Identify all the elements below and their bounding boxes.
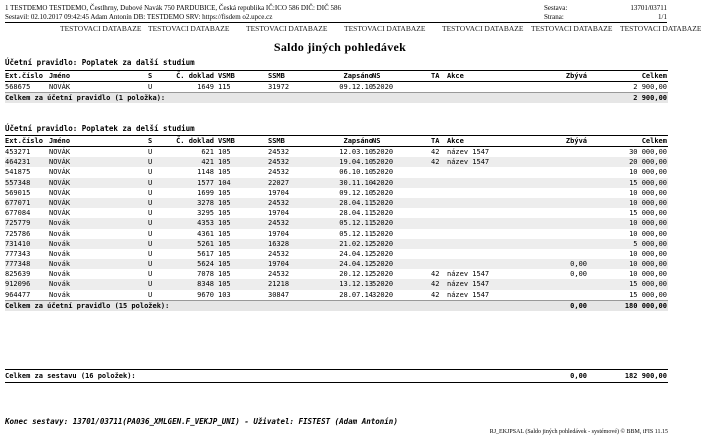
section-total-amount: 2 900,00 xyxy=(633,94,667,103)
compiled-info: Sestavil: 02.10.2017 09:42:45 Adam Antonín DB: TESTDEMO SRV: https://fisdem o2.upce.cz xyxy=(5,13,273,21)
cell-ext: 777343 xyxy=(5,249,31,258)
section-total-label: Celkem za účetní pravidlo (15 položek): xyxy=(5,301,170,310)
report-title: Saldo jiných pohledávek xyxy=(273,40,407,54)
column-header-ext: Ext.číslo xyxy=(5,137,43,145)
column-header-vsmb: VSMB xyxy=(218,72,235,80)
table-row xyxy=(5,147,668,157)
column-header-ta: TA xyxy=(431,72,440,80)
column-header-zb: Zbývá xyxy=(565,137,587,145)
cell-ssmb: 19704 xyxy=(268,188,290,197)
table-row xyxy=(5,167,668,177)
column-header-dok: Č. doklad xyxy=(176,72,214,80)
cell-dok: 1699 xyxy=(197,188,214,197)
watermark-text: TESTOVACI DATABAZE xyxy=(442,24,524,33)
cell-dok: 1148 xyxy=(197,168,214,177)
column-header-ssmb: SSMB xyxy=(268,137,285,145)
cell-ext: 677071 xyxy=(5,198,31,207)
cell-ssmb: 19704 xyxy=(268,209,290,218)
cell-cel: 15 000,00 xyxy=(629,280,667,289)
cell-zap: 30.11.10 xyxy=(339,178,373,187)
table-header-row xyxy=(5,135,668,147)
cell-ta: 42 xyxy=(431,290,440,299)
table-row xyxy=(5,198,668,208)
cell-zb: 0,00 xyxy=(570,260,587,269)
cell-cel: 15 000,00 xyxy=(629,290,667,299)
cell-dok: 5261 xyxy=(197,239,214,248)
cell-dok: 5624 xyxy=(197,260,214,269)
cell-ext: 568675 xyxy=(5,83,31,91)
header-divider xyxy=(5,22,667,23)
cell-s: U xyxy=(148,290,153,299)
watermark-text: TESTOVACI DATABAZE xyxy=(344,24,426,33)
cell-vsmb: 105 xyxy=(218,168,231,177)
grand-total-amount: 182 900,00 xyxy=(624,372,667,380)
cell-ns: 52020 xyxy=(372,209,394,218)
cell-ext: 725779 xyxy=(5,219,31,228)
cell-zap: 24.04.12 xyxy=(339,249,373,258)
section-total-label: Celkem za účetní pravidlo (1 položka): xyxy=(5,94,166,103)
cell-ssmb: 21218 xyxy=(268,280,290,289)
company-info: 1 TESTDEMO TESTDEMO, Čestlhrny, Dubové Navák 750 PARDUBICE, Česká republika IČ:ICO 586 DIČ: DIČ 586 xyxy=(5,4,341,12)
cell-akce: název 1547 xyxy=(447,270,490,279)
report-id-label: Sestava: xyxy=(544,4,568,12)
cell-s: U xyxy=(148,249,153,258)
cell-cel: 10 000,00 xyxy=(629,219,667,228)
cell-ext: 731410 xyxy=(5,239,31,248)
cell-name: NOVÁK xyxy=(49,148,71,156)
cell-ta: 42 xyxy=(431,270,440,279)
cell-cel: 10 000,00 xyxy=(629,198,667,207)
cell-s: U xyxy=(148,198,153,207)
cell-ssmb: 16328 xyxy=(268,239,290,248)
cell-zap: 19.04.10 xyxy=(339,158,373,167)
cell-akce: název 1547 xyxy=(447,280,490,289)
watermark-text: TESTOVACI DATABAZE xyxy=(246,24,328,33)
cell-ns: 52020 xyxy=(372,158,394,167)
cell-ns: 52020 xyxy=(372,188,394,197)
cell-name: Novák xyxy=(49,290,71,299)
cell-name: Novák xyxy=(49,239,71,248)
section-total-remaining: 0,00 xyxy=(570,301,587,310)
table-row xyxy=(5,157,668,167)
section-total-amount: 180 000,00 xyxy=(624,301,667,310)
cell-dok: 5617 xyxy=(197,249,214,258)
cell-name: NOVÁK xyxy=(49,178,71,187)
cell-cel: 10 000,00 xyxy=(629,188,667,197)
cell-vsmb: 105 xyxy=(218,198,231,207)
cell-dok: 9670 xyxy=(197,290,214,299)
table-row xyxy=(5,82,668,92)
cell-s: U xyxy=(148,188,153,197)
column-header-ns: NS xyxy=(372,137,381,145)
cell-vsmb: 105 xyxy=(218,270,231,279)
cell-s: U xyxy=(148,83,153,91)
cell-ext: 557348 xyxy=(5,178,31,187)
column-header-cel: Celkem xyxy=(641,72,667,80)
cell-zap: 20.12.12 xyxy=(339,270,373,279)
cell-ext: 725786 xyxy=(5,229,31,238)
column-header-zap: Zapsáno xyxy=(343,137,373,145)
cell-ns: 52020 xyxy=(372,229,394,238)
section1-label: Účetní pravidlo: Poplatek za další studium xyxy=(5,58,195,67)
cell-ssmb: 24532 xyxy=(268,219,290,228)
cell-dok: 8348 xyxy=(197,280,214,289)
cell-cel: 10 000,00 xyxy=(629,229,667,238)
cell-ns: 52020 xyxy=(372,219,394,228)
table-row xyxy=(5,218,668,228)
cell-s: U xyxy=(148,239,153,248)
cell-name: NOVÁK xyxy=(49,188,71,197)
cell-zap: 21.02.12 xyxy=(339,239,373,248)
report-header xyxy=(5,4,667,22)
cell-ssmb: 24532 xyxy=(268,148,290,156)
cell-ssmb: 24532 xyxy=(268,198,290,207)
cell-vsmb: 105 xyxy=(218,249,231,258)
cell-cel: 2 900,00 xyxy=(633,83,667,91)
cell-dok: 4361 xyxy=(197,229,214,238)
column-header-cel: Celkem xyxy=(641,137,667,145)
table-row xyxy=(5,178,668,188)
column-header-name: Jméno xyxy=(49,72,71,80)
cell-ext: 569015 xyxy=(5,188,31,197)
cell-zap: 24.04.12 xyxy=(339,260,373,269)
table-row xyxy=(5,249,668,259)
cell-name: Novák xyxy=(49,249,71,258)
cell-s: U xyxy=(148,158,153,167)
watermark-text: TESTOVACI DATABAZE xyxy=(531,24,613,33)
page-label: Strana: xyxy=(544,13,564,21)
watermark-text: TESTOVACI DATABAZE xyxy=(148,24,230,33)
cell-vsmb: 105 xyxy=(218,280,231,289)
cell-zap: 13.12.13 xyxy=(339,280,373,289)
cell-dok: 1577 xyxy=(197,178,214,187)
cell-cel: 10 000,00 xyxy=(629,249,667,258)
cell-name: NOVÁK xyxy=(49,168,71,177)
section1-table xyxy=(5,70,668,103)
cell-ns: 52020 xyxy=(372,168,394,177)
column-header-ssmb: SSMB xyxy=(268,72,285,80)
grand-total-label: Celkem za sestavu (16 položek): xyxy=(5,372,136,380)
cell-dok: 4353 xyxy=(197,219,214,228)
cell-ext: 453271 xyxy=(5,148,31,156)
cell-ns: 42020 xyxy=(372,178,394,187)
cell-ssmb: 22027 xyxy=(268,178,290,187)
table-row xyxy=(5,259,668,269)
cell-ns: 52020 xyxy=(372,239,394,248)
cell-name: NOVÁK xyxy=(49,158,71,167)
page-value: 1/1 xyxy=(658,13,667,21)
cell-vsmb: 105 xyxy=(218,239,231,248)
cell-s: U xyxy=(148,229,153,238)
cell-ssmb: 24532 xyxy=(268,270,290,279)
cell-s: U xyxy=(148,168,153,177)
cell-ns: 52020 xyxy=(372,83,394,91)
cell-ns: 52020 xyxy=(372,280,394,289)
table-row xyxy=(5,290,668,300)
cell-cel: 5 000,00 xyxy=(633,239,667,248)
cell-akce: název 1547 xyxy=(447,158,490,167)
column-header-s: S xyxy=(148,72,153,80)
cell-vsmb: 105 xyxy=(218,219,231,228)
cell-vsmb: 115 xyxy=(218,83,231,91)
cell-ta: 42 xyxy=(431,158,440,167)
cell-akce: název 1547 xyxy=(447,290,490,299)
cell-ssmb: 31972 xyxy=(268,83,290,91)
table-row xyxy=(5,279,668,289)
cell-ssmb: 19704 xyxy=(268,260,290,269)
section2-table xyxy=(5,135,668,311)
cell-dok: 7078 xyxy=(197,270,214,279)
cell-dok: 3278 xyxy=(197,198,214,207)
watermark-text: TESTOVACI DATABAZE xyxy=(60,24,142,33)
cell-vsmb: 105 xyxy=(218,229,231,238)
cell-vsmb: 104 xyxy=(218,178,231,187)
cell-ext: 777348 xyxy=(5,260,31,269)
cell-name: Novák xyxy=(49,260,71,269)
cell-zap: 28.04.11 xyxy=(339,198,373,207)
column-header-vsmb: VSMB xyxy=(218,137,235,145)
report-end-line: Konec sestavy: 13701/03711(PA036_XMLGEN.F_VEKJP_UNI) - Uživatel: FISTEST (Adam Antonín) xyxy=(5,417,398,426)
cell-ta: 42 xyxy=(431,148,440,156)
table-row xyxy=(5,229,668,239)
cell-ssmb: 24532 xyxy=(268,158,290,167)
table-row xyxy=(5,239,668,249)
cell-name: Novák xyxy=(49,280,71,289)
section-total-row xyxy=(5,300,668,311)
table-row xyxy=(5,208,668,218)
column-header-ta: TA xyxy=(431,137,440,145)
cell-vsmb: 103 xyxy=(218,290,231,299)
watermark-text: TESTOVACI DATABAZE xyxy=(620,24,701,33)
table-header-row xyxy=(5,70,668,82)
cell-vsmb: 105 xyxy=(218,188,231,197)
section2-label: Účetní pravidlo: Poplatek za delší studium xyxy=(5,124,195,133)
cell-name: NOVÁK xyxy=(49,83,71,91)
cell-ssmb: 24532 xyxy=(268,168,290,177)
cell-ns: 52020 xyxy=(372,198,394,207)
cell-ns: 52020 xyxy=(372,270,394,279)
cell-ext: 825639 xyxy=(5,270,31,279)
column-header-zap: Zapsáno xyxy=(343,72,373,80)
column-header-zb: Zbývá xyxy=(565,72,587,80)
cell-ssmb: 19704 xyxy=(268,229,290,238)
cell-ext: 464231 xyxy=(5,158,31,167)
cell-s: U xyxy=(148,178,153,187)
report-id-value: 13701/03711 xyxy=(630,4,667,12)
cell-name: Novák xyxy=(49,229,71,238)
cell-ext: 912096 xyxy=(5,280,31,289)
table-row xyxy=(5,269,668,279)
cell-cel: 30 000,00 xyxy=(629,148,667,156)
cell-s: U xyxy=(148,270,153,279)
cell-ssmb: 24532 xyxy=(268,249,290,258)
cell-akce: název 1547 xyxy=(447,148,490,156)
cell-cel: 15 000,00 xyxy=(629,209,667,218)
report-footer-info: RJ_EKJPSAL (Saldo jiných pohledávek - systémové) © BBM, iFIS 11.15 xyxy=(489,429,668,435)
cell-ns: 52020 xyxy=(372,249,394,258)
cell-name: Novák xyxy=(49,270,71,279)
column-header-s: S xyxy=(148,137,153,145)
cell-cel: 10 000,00 xyxy=(629,260,667,269)
cell-vsmb: 105 xyxy=(218,260,231,269)
column-header-akce: Akce xyxy=(447,137,464,145)
cell-ext: 677084 xyxy=(5,209,31,218)
cell-zb: 0,00 xyxy=(570,270,587,279)
cell-s: U xyxy=(148,280,153,289)
cell-cel: 20 000,00 xyxy=(629,158,667,167)
cell-ssmb: 30847 xyxy=(268,290,290,299)
cell-name: NOVÁK xyxy=(49,198,71,207)
cell-dok: 3295 xyxy=(197,209,214,218)
cell-dok: 621 xyxy=(201,148,214,156)
cell-vsmb: 105 xyxy=(218,158,231,167)
cell-name: Novák xyxy=(49,219,71,228)
cell-s: U xyxy=(148,148,153,156)
cell-cel: 10 000,00 xyxy=(629,270,667,279)
column-header-dok: Č. doklad xyxy=(176,137,214,145)
cell-zap: 05.12.11 xyxy=(339,219,373,228)
cell-zap: 28.04.11 xyxy=(339,209,373,218)
column-header-ns: NS xyxy=(372,72,381,80)
cell-s: U xyxy=(148,260,153,269)
cell-zap: 12.03.10 xyxy=(339,148,373,156)
cell-zap: 28.07.14 xyxy=(339,290,373,299)
cell-vsmb: 105 xyxy=(218,209,231,218)
cell-s: U xyxy=(148,219,153,228)
cell-ext: 541875 xyxy=(5,168,31,177)
cell-ns: 32020 xyxy=(372,290,394,299)
cell-ns: 52020 xyxy=(372,148,394,156)
grand-total-remaining: 0,00 xyxy=(570,372,587,380)
cell-ta: 42 xyxy=(431,280,440,289)
cell-cel: 10 000,00 xyxy=(629,168,667,177)
column-header-name: Jméno xyxy=(49,137,71,145)
section-total-row xyxy=(5,92,668,103)
cell-name: NOVÁK xyxy=(49,209,71,218)
grand-total-row xyxy=(5,369,668,383)
cell-zap: 06.10.10 xyxy=(339,168,373,177)
cell-dok: 421 xyxy=(201,158,214,167)
cell-s: U xyxy=(148,209,153,218)
cell-cel: 15 000,00 xyxy=(629,178,667,187)
cell-ns: 52020 xyxy=(372,260,394,269)
cell-vsmb: 105 xyxy=(218,148,231,156)
cell-zap: 09.12.10 xyxy=(339,83,373,91)
table-row xyxy=(5,188,668,198)
column-header-akce: Akce xyxy=(447,72,464,80)
column-header-ext: Ext.číslo xyxy=(5,72,43,80)
cell-ext: 964477 xyxy=(5,290,31,299)
cell-dok: 1649 xyxy=(197,83,214,91)
cell-zap: 09.12.10 xyxy=(339,188,373,197)
cell-zap: 05.12.11 xyxy=(339,229,373,238)
test-database-watermark xyxy=(0,24,701,34)
